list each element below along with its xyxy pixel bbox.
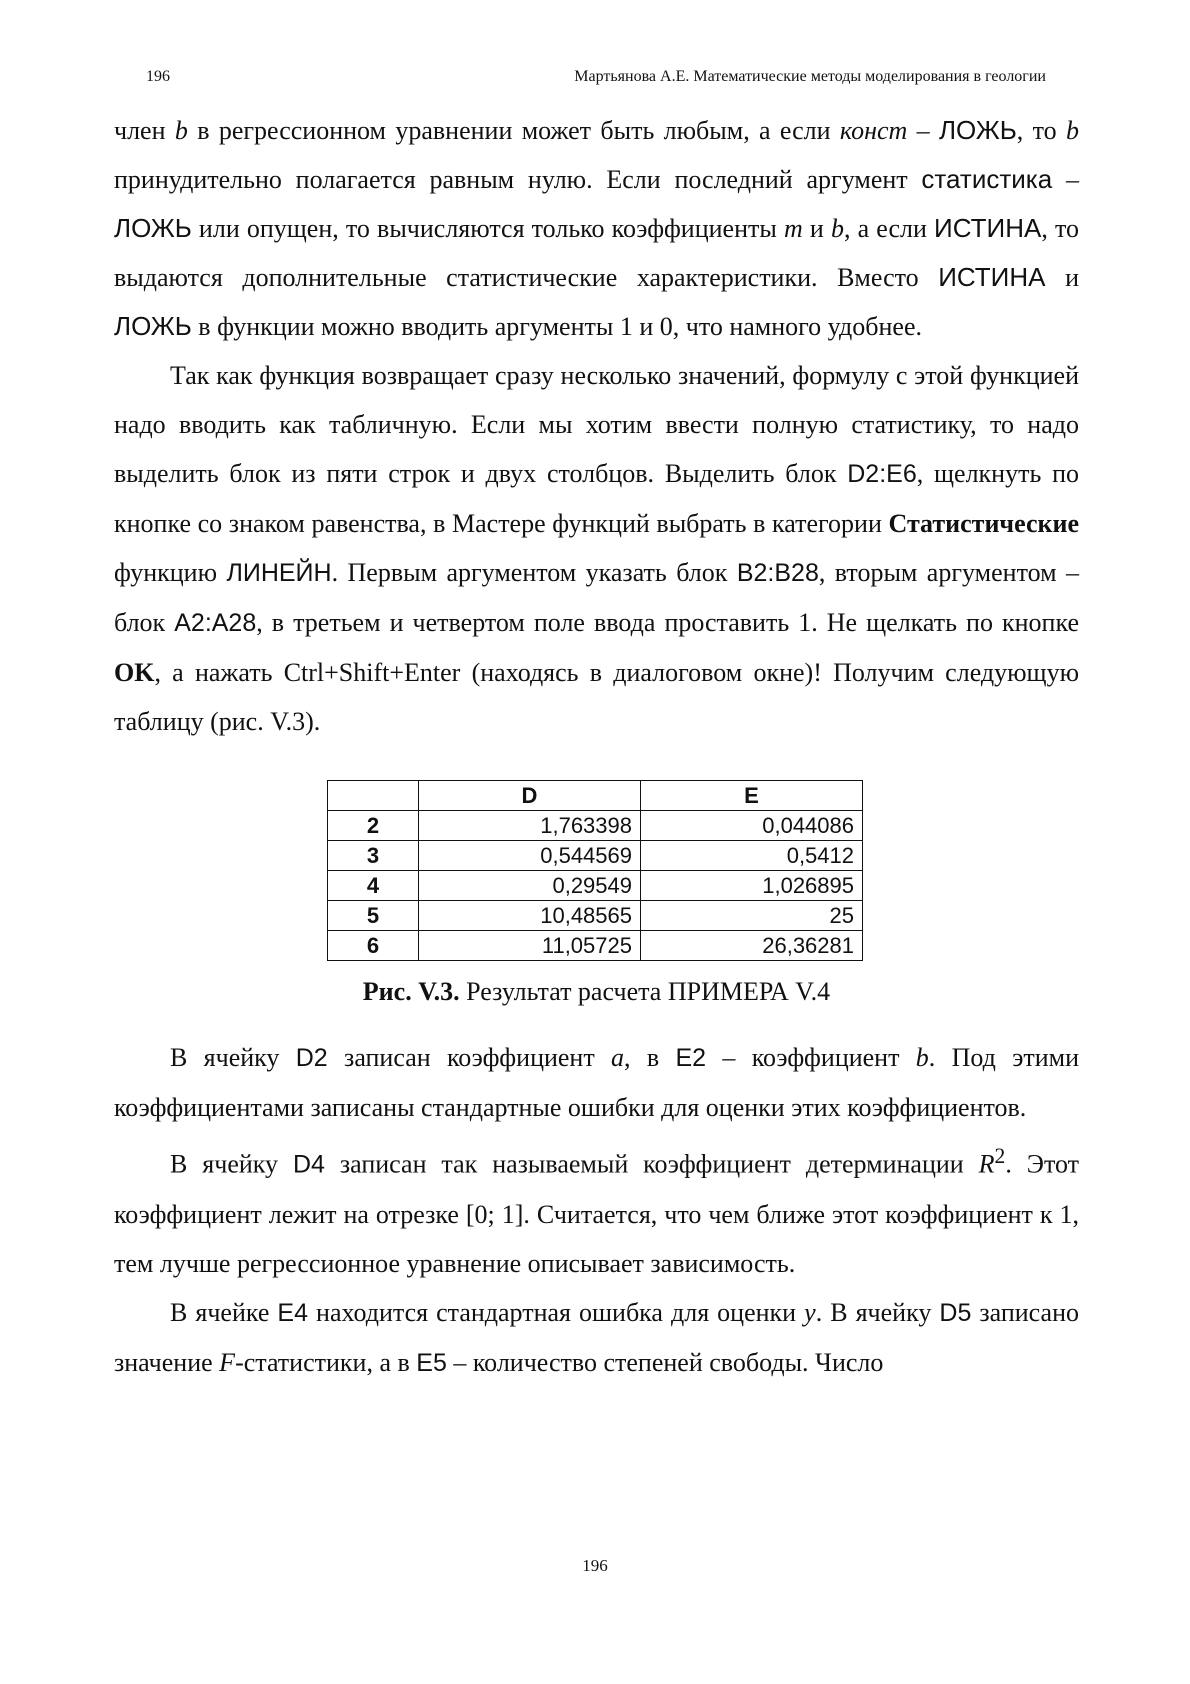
table-header-row	[328, 781, 863, 811]
cell-d: 0,29549	[419, 871, 641, 901]
cell-e: 25	[641, 901, 863, 931]
cell-e: 0,044086	[641, 811, 863, 841]
row-header: 4	[328, 871, 419, 901]
paragraph-1: член b в регрессионном уравнении может быть любым, а если конст – ЛОЖЬ, то b принудительно полагается равным нулю. Если последний аргумент статистика – ЛОЖЬ или опущен, то вычисляются только коэффициенты m и b, а если ИСТИНА, то выдаются дополнительные статистические характеристики. Вместо ИСТИНА и ЛОЖЬ в функции можно вводить аргументы 1 и 0, что намного удобнее.	[114, 115, 1079, 341]
column-header-e: E	[641, 781, 863, 811]
page-body	[114, 106, 1079, 1388]
paragraph-5: В ячейке E4 находится стандартная ошибка для оценки y. В ячейку D5 записано значение F-статистики, а в E5 – количество степеней свободы. Число	[114, 1297, 1079, 1377]
caption-label: Рис. V.3.	[362, 977, 460, 1006]
header-page-number: 196	[146, 68, 170, 85]
cell-d: 11,05725	[419, 931, 641, 961]
column-header-d: D	[419, 781, 641, 811]
caption-text: Результат расчета ПРИМЕРА V.4	[459, 977, 831, 1006]
footer-page-number: 196	[582, 1556, 608, 1575]
table-row	[328, 811, 863, 841]
result-table	[327, 780, 863, 961]
cell-e: 1,026895	[641, 871, 863, 901]
header-running-title: Мартьянова А.Е. Математические методы моделирования в геологии	[574, 68, 1046, 85]
table-row	[328, 901, 863, 931]
table-row	[328, 871, 863, 901]
paragraph-4: В ячейку D4 записан так называемый коэффициент детерминации $R^2$. Этот коэффициент лежит на отрезке [0; 1]. Считается, что чем ближе этот коэффициент к 1, тем лучше регрессионное уравнение описывает зависимость.	[114, 1144, 1079, 1278]
corner-cell	[328, 781, 419, 811]
row-header: 2	[328, 811, 419, 841]
cell-e: 0,5412	[641, 841, 863, 871]
figure-caption	[114, 973, 1079, 1011]
table-row	[328, 841, 863, 871]
cell-d: 10,48565	[419, 901, 641, 931]
row-header: 5	[328, 901, 419, 931]
cell-e: 26,36281	[641, 931, 863, 961]
paragraph-3: В ячейку D2 записан коэффициент a, в E2 – коэффициент b. Под этими коэффициентами записаны стандартные ошибки для оценки этих коэффициентов.	[114, 1043, 1080, 1122]
page-footer	[0, 1556, 1190, 1576]
table-row	[328, 931, 863, 961]
row-header: 6	[328, 931, 419, 961]
cell-d: 1,763398	[419, 811, 641, 841]
cell-d: 0,544569	[419, 841, 641, 871]
row-header: 3	[328, 841, 419, 871]
paragraph-2: Так как функция возвращает сразу несколько значений, формулу с этой функцией надо вводить как табличную. Если мы хотим ввести полную статистику, то надо выделить блок из пяти строк и двух столбцов. Выделить блок D2:E6, щелкнуть по кнопке со знаком равенства, в Мастере функций выбрать в категории Статистические функцию ЛИНЕЙН. Первым аргументом указать блок B2:B28, вторым аргументом – блок A2:A28, в третьем и четвертом поле ввода проставить 1. Не щелкать по кнопке OK, а нажать Ctrl+Shift+Enter (находясь в диалоговом окне)! Получим следующую таблицу (рис. V.3).	[114, 361, 1079, 736]
